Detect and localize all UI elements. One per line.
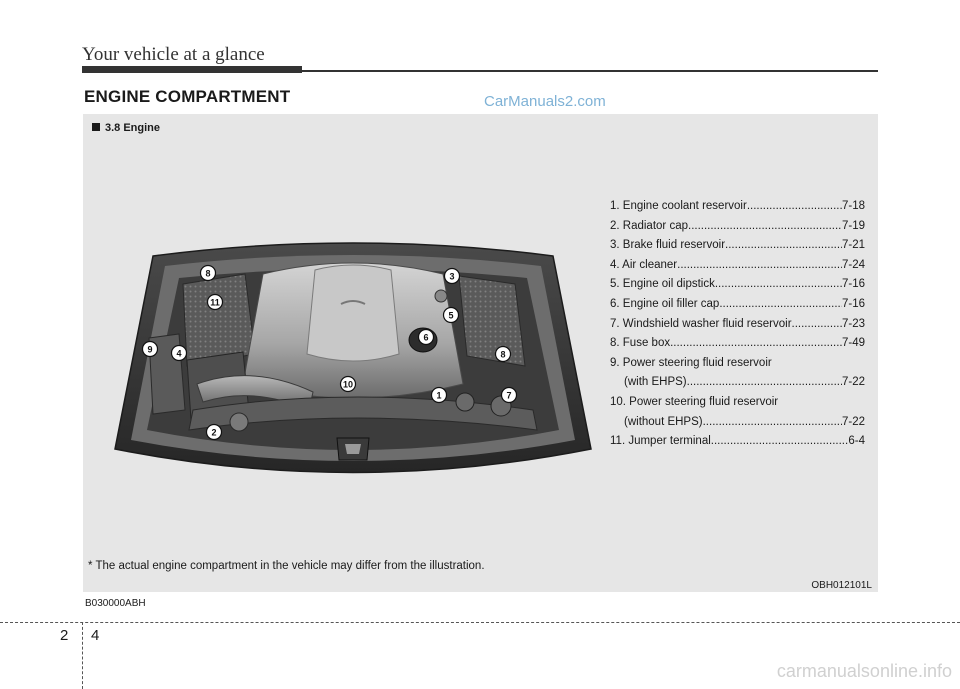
svg-text:7: 7 bbox=[506, 390, 512, 401]
square-bullet-icon bbox=[92, 123, 100, 131]
svg-text:8: 8 bbox=[205, 268, 211, 279]
callout-5 bbox=[444, 308, 459, 323]
parts-list-item: 9. Power steering fluid reservoir bbox=[610, 356, 772, 369]
parts-list-item: 3. Brake fluid reservoir ..... 7-21 bbox=[610, 236, 865, 256]
svg-text:9: 9 bbox=[147, 344, 153, 355]
callout-1 bbox=[432, 388, 447, 403]
parts-list-item-cont: (without EHPS) ..... 7-22 bbox=[610, 413, 865, 433]
header-bar-thick bbox=[82, 66, 302, 73]
parts-list bbox=[610, 197, 865, 452]
parts-list-item: 11. Jumper terminal ..... 6-4 bbox=[610, 432, 865, 452]
callout-2 bbox=[207, 425, 222, 440]
svg-text:11: 11 bbox=[210, 297, 220, 308]
svg-text:2: 2 bbox=[211, 427, 217, 438]
callout-8-right bbox=[496, 347, 511, 362]
svg-text:6: 6 bbox=[423, 332, 429, 343]
parts-list-item: 6. Engine oil filler cap ..... 7-16 bbox=[610, 295, 865, 315]
callout-8-left bbox=[201, 266, 216, 281]
header-title: Your vehicle at a glance bbox=[82, 44, 265, 65]
parts-list-item: 5. Engine oil dipstick ..... 7-16 bbox=[610, 275, 865, 295]
callout-11 bbox=[208, 295, 223, 310]
svg-text:5: 5 bbox=[448, 310, 454, 321]
callout-3 bbox=[445, 269, 460, 284]
watermark-top[interactable]: CarManuals2.com bbox=[484, 93, 606, 110]
parts-list-item-cont: (with EHPS) ..... 7-22 bbox=[610, 373, 865, 393]
svg-text:8: 8 bbox=[500, 349, 506, 360]
footer-dashed-rule bbox=[0, 622, 960, 623]
section-title: ENGINE COMPARTMENT bbox=[84, 87, 291, 106]
callout-4 bbox=[172, 346, 187, 361]
parts-list-item: 7. Windshield washer fluid reservoir ..... 7-23 bbox=[610, 315, 865, 335]
document-code: B030000ABH bbox=[85, 598, 146, 609]
page-chapter-number: 2 bbox=[60, 627, 69, 644]
engine-variant-label bbox=[92, 122, 160, 134]
figure-reference-code: OBH012101L bbox=[811, 580, 872, 591]
figure-footnote: * The actual engine compartment in the vehicle may differ from the illustration. bbox=[88, 560, 485, 572]
page-number: 4 bbox=[91, 627, 100, 644]
callout-10 bbox=[341, 377, 356, 392]
header-rule bbox=[302, 70, 878, 72]
engine-figure-panel bbox=[83, 114, 878, 592]
engine-variant-text: 3.8 Engine bbox=[105, 122, 161, 134]
footer-dashed-divider bbox=[82, 622, 83, 689]
callout-7 bbox=[502, 388, 517, 403]
svg-text:10: 10 bbox=[342, 379, 354, 390]
parts-list-item: 2. Radiator cap ..... 7-19 bbox=[610, 217, 865, 237]
parts-list-item: 1. Engine coolant reservoir ..... 7-18 bbox=[610, 197, 865, 217]
parts-list-item: 4. Air cleaner ..... 7-24 bbox=[610, 256, 865, 276]
callout-9 bbox=[143, 342, 158, 357]
callout-6 bbox=[419, 330, 434, 345]
parts-list-item: 10. Power steering fluid reservoir bbox=[610, 395, 779, 408]
parts-list-item: 8. Fuse box ..... 7-49 bbox=[610, 334, 865, 354]
watermark-bottom[interactable]: carmanualsonline.info bbox=[776, 661, 952, 681]
svg-text:4: 4 bbox=[176, 348, 182, 359]
svg-text:1: 1 bbox=[436, 390, 442, 401]
svg-text:3: 3 bbox=[449, 271, 455, 282]
engine-compartment-illustration bbox=[113, 234, 593, 499]
